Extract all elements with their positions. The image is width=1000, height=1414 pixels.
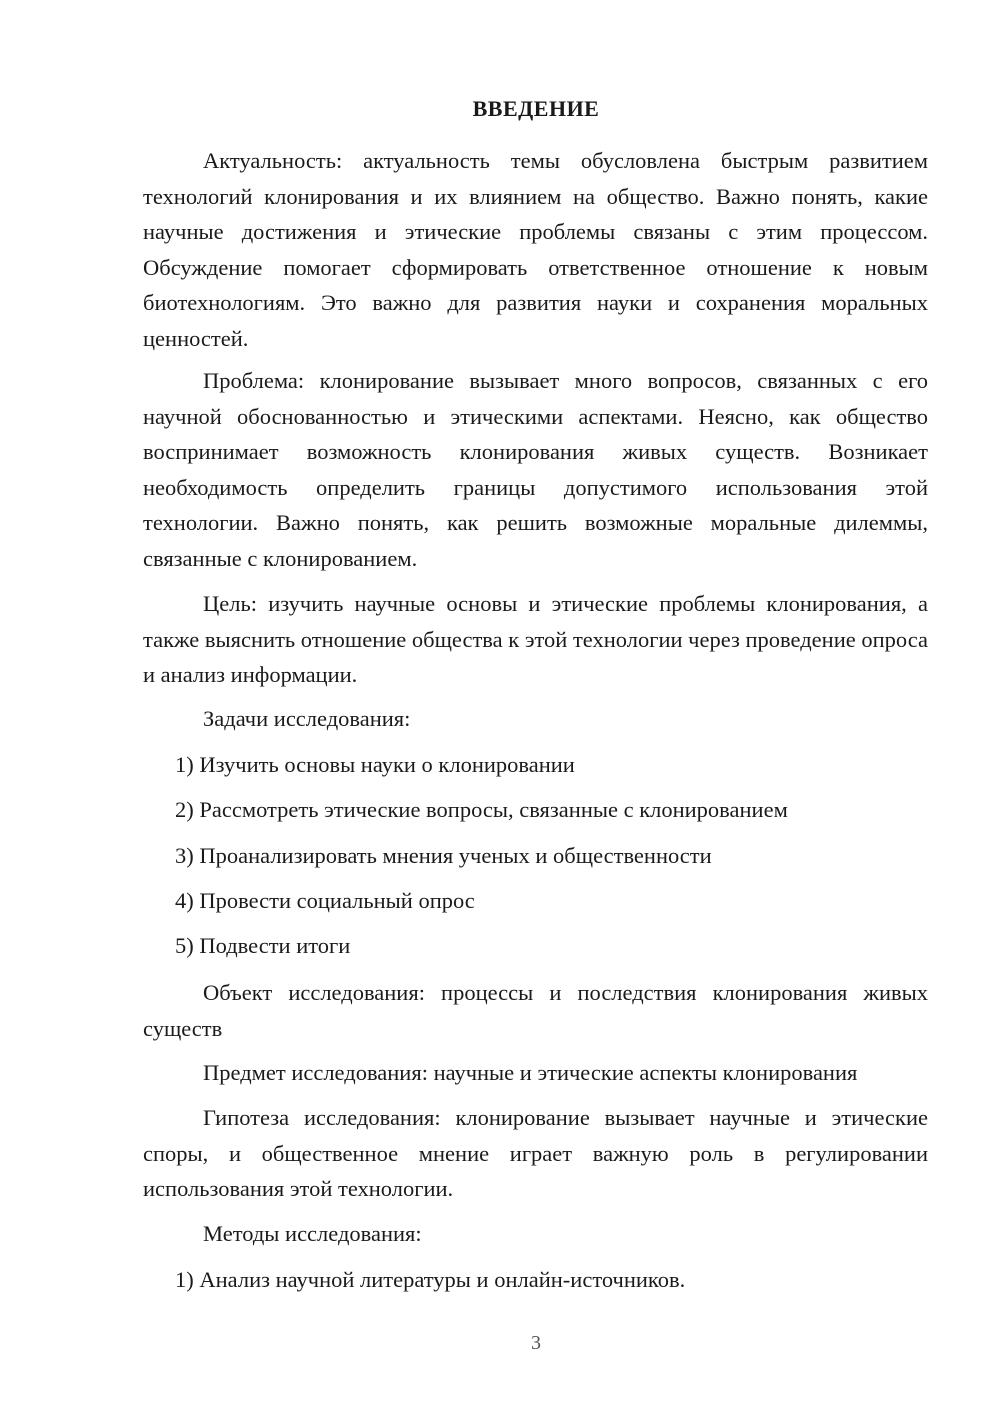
relevance-paragraph: Актуальность: актуальность темы обусловлена быстрым развитием технологий клонирования и их влиянием на общество. Важно понять, какие научные достижения и этические проблемы связаны с этим процессом. Обсуждение помогает сформировать ответственное отношение к новым биотехнологиям. Это важно для развития науки и сохранения моральных ценностей. bbox=[143, 148, 928, 351]
subject-paragraph: Предмет исследования: научные и этические аспекты клонирования bbox=[203, 1060, 858, 1085]
problem-paragraph: Проблема: клонирование вызывает много вопросов, связанных с его научной обоснованностью и этическими аспектами. Неясно, как общество воспринимает возможность клонирования живых существ. Возникает необходимость определить границы допустимого использования этой технологии. Важно понять, как решить возможные моральные дилеммы, связанные с клонированием. bbox=[143, 368, 928, 571]
list-item: 4) Провести социальный опрос bbox=[175, 888, 475, 913]
hypothesis-paragraph: Гипотеза исследования: клонирование вызывает научные и этические споры, и общественное мнение играет важную роль в регулировании использования этой технологии. bbox=[143, 1105, 928, 1201]
page-number: 3 bbox=[531, 1332, 541, 1354]
list-item: 1) Изучить основы науки о клонировании bbox=[175, 752, 575, 777]
object-paragraph: Объект исследования: процессы и последствия клонирования живых существ bbox=[143, 980, 928, 1041]
page-title: ВВЕДЕНИЕ bbox=[472, 96, 600, 121]
list-item: 3) Проанализировать мнения ученых и общественности bbox=[175, 843, 712, 868]
methods-heading: Методы исследования: bbox=[203, 1221, 422, 1246]
list-item: 5) Подвести итоги bbox=[175, 933, 351, 958]
goal-paragraph: Цель: изучить научные основы и этические проблемы клонирования, а также выяснить отношение общества к этой технологии через проведение опроса и анализ информации. bbox=[143, 591, 928, 687]
tasks-heading: Задачи исследования: bbox=[203, 706, 411, 731]
list-item: 2) Рассмотреть этические вопросы, связанные с клонированием bbox=[175, 797, 788, 822]
list-item: 1) Анализ научной литературы и онлайн-источников. bbox=[175, 1267, 686, 1292]
